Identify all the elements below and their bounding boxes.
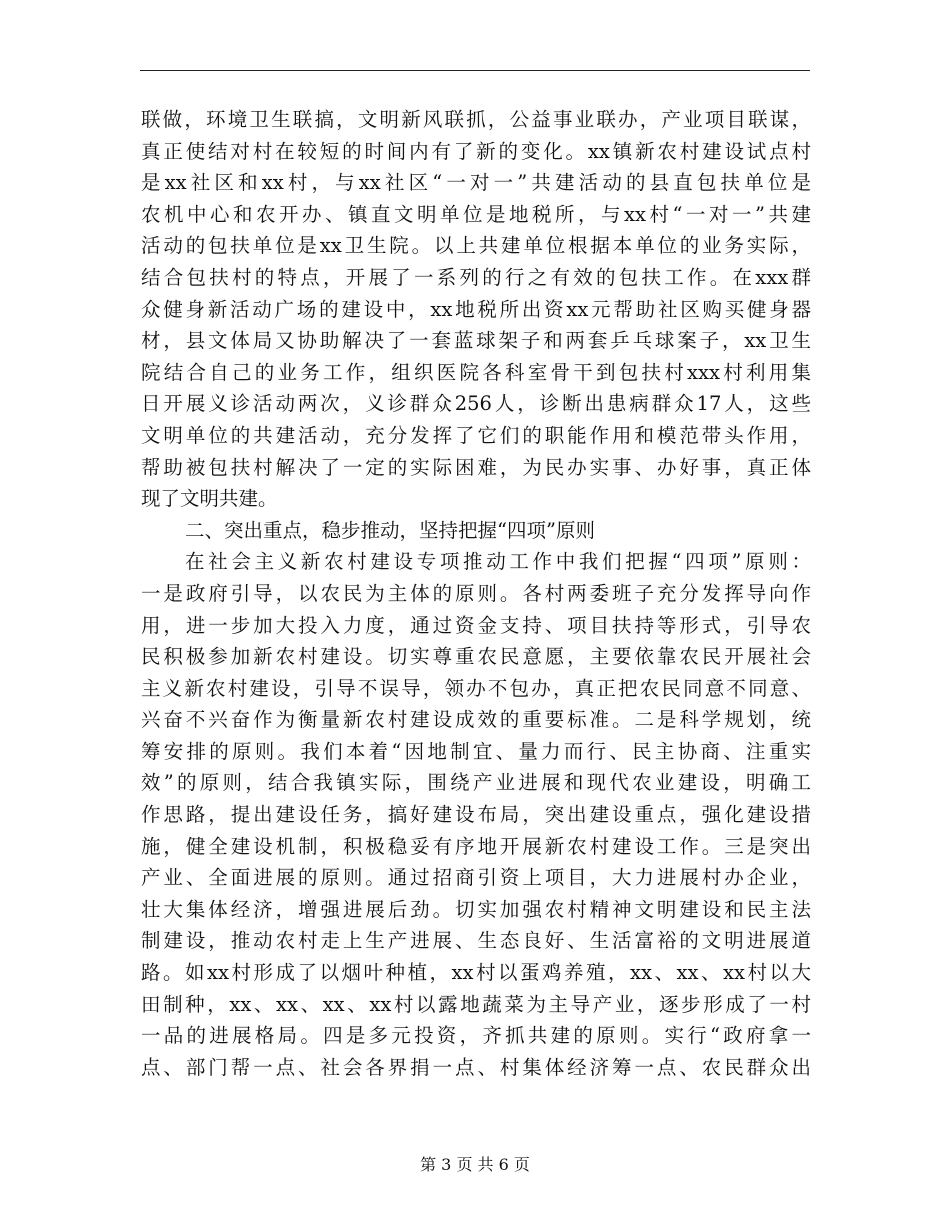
text-line: 用，进一步加大投入力度，通过资金支持、项目扶持等形式，引导农 bbox=[141, 613, 811, 637]
text-line: 帮助被包扶村解决了一定的实际困难，为民办实事、办好事，真正体 bbox=[141, 455, 811, 479]
text-line: 日开展义诊活动两次，义诊群众256人，诊断出患病群众17人，这些 bbox=[141, 392, 811, 416]
text-line: 筹安排的原则。我们本着“因地制宜、量力而行、民主协商、注重实 bbox=[141, 739, 811, 763]
header-rule bbox=[140, 70, 810, 71]
text-line: 二、突出重点，稳步推动，坚持把握“四项”原则 bbox=[185, 518, 595, 542]
page-footer: 第 3 页 共 6 页 bbox=[420, 1155, 530, 1174]
text-line: 一是政府引导，以农民为主体的原则。各村两委班子充分发挥导向作 bbox=[141, 581, 811, 605]
text-line: 点、部门帮一点、社会各界捐一点、村集体经济筹一点、农民群众出 bbox=[141, 1055, 811, 1079]
text-line: 壮大集体经济，增强进展后劲。切实加强农村精神文明建设和民主法 bbox=[141, 897, 811, 921]
text-line: 真正使结对村在较短的时间内有了新的变化。xx镇新农村建设试点村 bbox=[141, 139, 811, 163]
text-line: 活动的包扶单位是xx卫生院。以上共建单位根据本单位的业务实际， bbox=[141, 234, 811, 258]
body-text bbox=[141, 104, 811, 1083]
text-line: 是xx社区和xx村，与xx社区“一对一”共建活动的县直包扶单位是 bbox=[141, 171, 811, 195]
text-line: 施，健全建设机制，积极稳妥有序地开展新农村建设工作。三是突出 bbox=[141, 834, 811, 858]
text-line: 路。如xx村形成了以烟叶种植，xx村以蛋鸡养殖，xx、xx、xx村以大 bbox=[141, 961, 811, 985]
text-line: 联做，环境卫生联搞，文明新风联抓，公益事业联办，产业项目联谋， bbox=[141, 108, 811, 131]
text-line: 结合包扶村的特点，开展了一系列的行之有效的包扶工作。在xxx群 bbox=[141, 265, 811, 289]
text-line: 民积极参加新农村建设。切实尊重农民意愿，主要依靠农民开展社会 bbox=[141, 645, 811, 669]
text-line: 材，县文体局又协助解决了一套蓝球架子和两套乒乓球案子，xx卫生 bbox=[141, 329, 811, 353]
text-line: 作思路，提出建设任务，搞好建设布局，突出建设重点，强化建设措 bbox=[141, 803, 811, 827]
text-line: 一品的进展格局。四是多元投资，齐抓共建的原则。实行“政府拿一 bbox=[141, 1024, 811, 1048]
text-line: 主义新农村建设，引导不误导，领办不包办，真正把农民同意不同意、 bbox=[141, 676, 811, 700]
text-line: 在社会主义新农村建设专项推动工作中我们把握“四项”原则： bbox=[185, 550, 811, 574]
text-line: 制建设，推动农村走上生产进展、生态良好、生活富裕的文明进展道 bbox=[141, 929, 811, 953]
text-line: 农机中心和农开办、镇直文明单位是地税所，与xx村“一对一”共建 bbox=[141, 202, 811, 226]
text-line: 院结合自己的业务工作，组织医院各科室骨干到包扶村xxx村利用集 bbox=[141, 360, 811, 384]
text-line: 众健身新活动广场的建设中，xx地税所出资xx元帮助社区购买健身器 bbox=[141, 297, 811, 321]
text-line: 田制种，xx、xx、xx、xx村以露地蔬菜为主导产业，逐步形成了一村 bbox=[141, 992, 811, 1016]
text-line: 产业、全面进展的原则。通过招商引资上项目，大力进展村办企业， bbox=[141, 866, 811, 890]
text-line: 兴奋不兴奋作为衡量新农村建设成效的重要标准。二是科学规划，统 bbox=[141, 708, 811, 732]
text-line: 效”的原则，结合我镇实际，围绕产业进展和现代农业建设，明确工 bbox=[141, 771, 811, 795]
text-line: 文明单位的共建活动，充分发挥了它们的职能作用和模范带头作用， bbox=[141, 423, 811, 447]
text-line: 现了文明共建。 bbox=[141, 487, 278, 511]
